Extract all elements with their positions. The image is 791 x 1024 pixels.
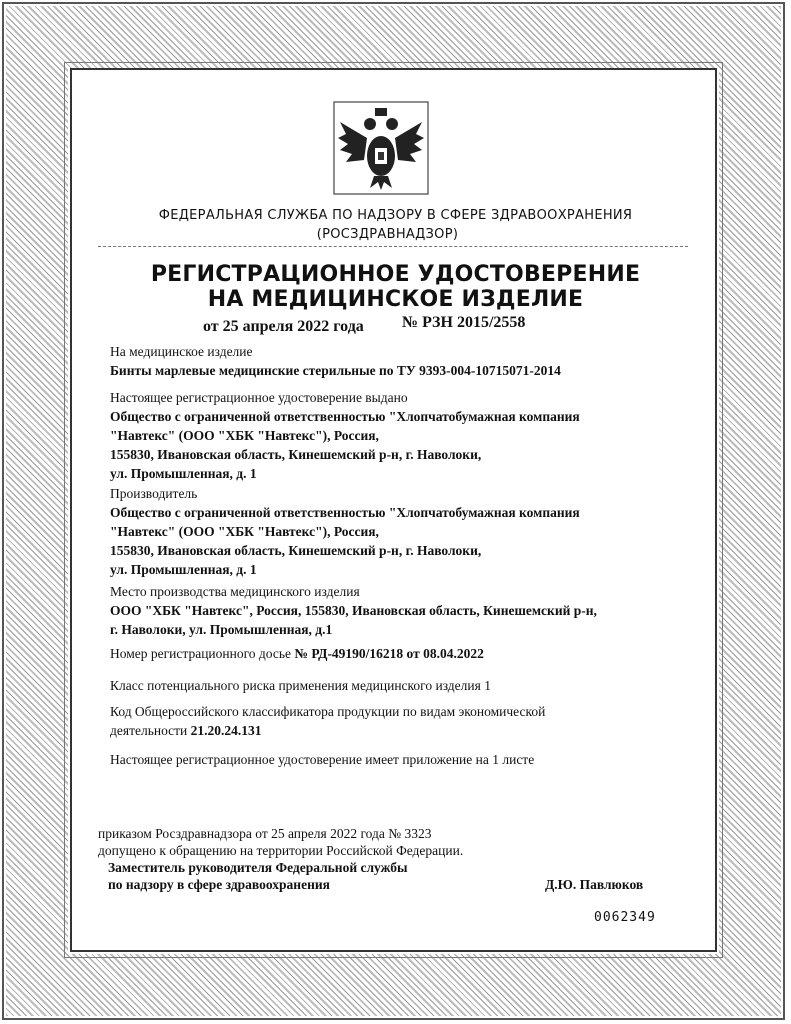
dossier-label: Номер регистрационного досье (110, 646, 292, 661)
issue-date: от 25 апреля 2022 года (203, 318, 364, 335)
manufacturer-line: ул. Промышленная, д. 1 (110, 562, 257, 577)
issued-to-line: "Навтекс" (ООО "ХБК "Навтекс"), Россия, (110, 428, 379, 443)
registration-number: № РЗН 2015/2558 (402, 314, 526, 331)
issued-to-line: Общество с ограниченной ответственностью "Хлопчатобумажная компания (110, 409, 580, 424)
market-permit: допущено к обращению на территории Российской Федерации. (98, 843, 464, 858)
okpd-label: Код Общероссийского классификатора продукции по видам экономической (110, 704, 546, 719)
coat-of-arms-emblem (326, 98, 436, 198)
manufacturer-label: Производитель (110, 486, 198, 501)
device-value: Бинты марлевые медицинские стерильные по ТУ 9393-004-10715071-2014 (110, 363, 561, 378)
issued-to-line: 155830, Ивановская область, Кинешемский р-н, г. Наволоки, (110, 447, 482, 462)
form-serial-number: 0062349 (594, 910, 656, 925)
issued-to-label: Настоящее регистрационное удостоверение выдано (110, 390, 408, 405)
okpd-label-cont: деятельности (110, 723, 188, 738)
order-reference: приказом Росздравнадзора от 25 апреля 2022 года № 3323 (98, 826, 432, 841)
signatory-name: Д.Ю. Павлюков (545, 877, 644, 892)
dossier-value: № РД-49190/16218 от 08.04.2022 (294, 646, 484, 661)
manufacturer-line: "Навтекс" (ООО "ХБК "Навтекс"), Россия, (110, 524, 379, 539)
divider (98, 246, 688, 247)
production-site-section (110, 582, 597, 639)
document-title: РЕГИСТРАЦИОННОЕ УДОСТОВЕРЕНИЕ (150, 262, 641, 287)
agency-abbreviation: (РОСЗДРАВНАДЗОР) (316, 227, 459, 242)
signatory-position-cont: по надзору в сфере здравоохранения (108, 877, 330, 892)
device-section (110, 342, 561, 380)
appendix-note: Настоящее регистрационное удостоверение имеет приложение на 1 листе (110, 752, 535, 767)
manufacturer-section (110, 484, 580, 579)
signatory-position: Заместитель руководителя Федеральной службы (108, 860, 408, 875)
document-subtitle: НА МЕДИЦИНСКОЕ ИЗДЕЛИЕ (207, 287, 584, 312)
risk-class-section (110, 676, 491, 695)
risk-class-label: Класс потенциального риска применения медицинского изделия (110, 678, 481, 693)
issued-to-section (110, 388, 580, 483)
production-site-line: г. Наволоки, ул. Промышленная, д.1 (110, 622, 333, 637)
agency-name: ФЕДЕРАЛЬНАЯ СЛУЖБА ПО НАДЗОРУ В СФЕРЕ ЗДРАВООХРАНЕНИЯ (158, 208, 633, 223)
device-label: На медицинское изделие (110, 344, 253, 359)
dossier-section (110, 644, 484, 663)
manufacturer-line: Общество с ограниченной ответственностью "Хлопчатобумажная компания (110, 505, 580, 520)
okpd-section (110, 702, 545, 740)
production-site-line: ООО "ХБК "Навтекс", Россия, 155830, Ивановская область, Кинешемский р-н, (110, 603, 597, 618)
issued-to-line: ул. Промышленная, д. 1 (110, 466, 257, 481)
okpd-value: 21.20.24.131 (190, 723, 262, 738)
manufacturer-line: 155830, Ивановская область, Кинешемский р-н, г. Наволоки, (110, 543, 482, 558)
production-site-label: Место производства медицинского изделия (110, 584, 360, 599)
risk-class-value: 1 (484, 678, 491, 693)
